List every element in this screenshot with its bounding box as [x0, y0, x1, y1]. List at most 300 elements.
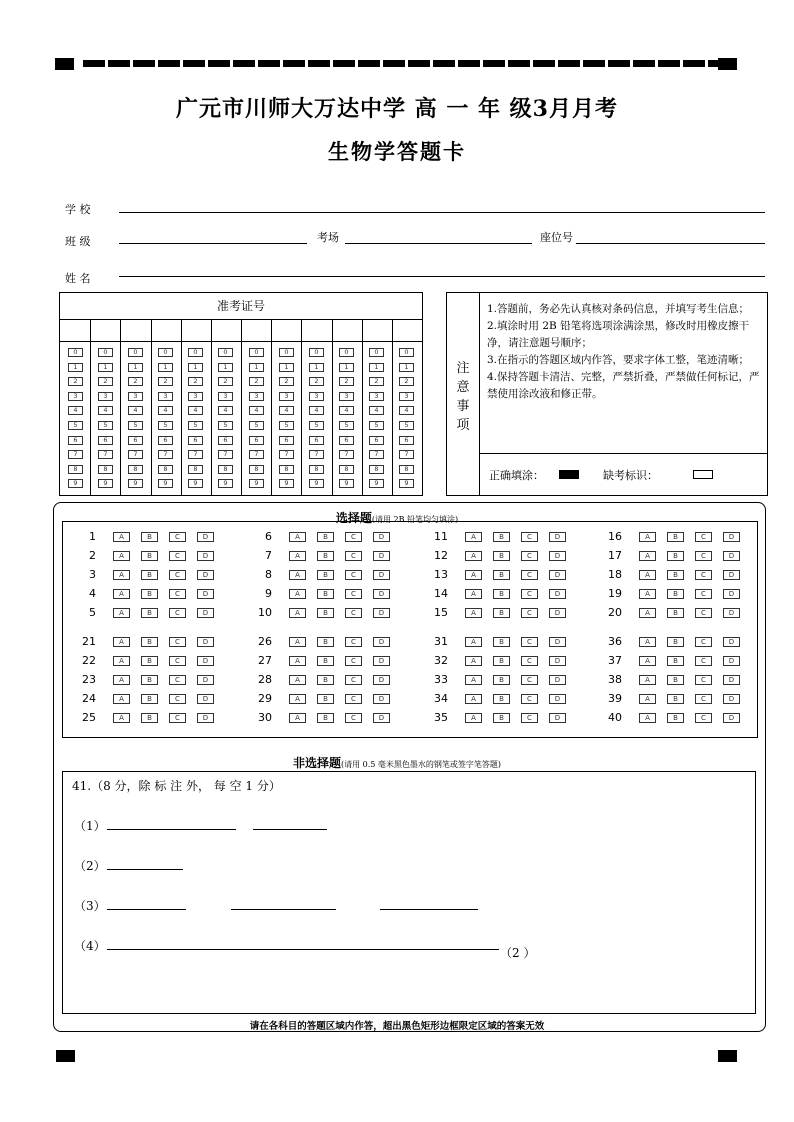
exam-id-bubble[interactable]: 7	[218, 450, 233, 459]
exam-id-bubble[interactable]: 1	[339, 363, 354, 372]
option-bubble-c[interactable]: C	[169, 589, 186, 599]
option-bubble-c[interactable]: C	[695, 637, 712, 647]
option-bubble-c[interactable]: C	[521, 713, 538, 723]
exam-id-bubble[interactable]: 1	[399, 363, 414, 372]
exam-id-bubble[interactable]: 9	[249, 479, 264, 488]
question-number: 20	[608, 606, 622, 619]
exam-id-bubble[interactable]: 8	[128, 465, 143, 474]
option-bubble-a[interactable]: A	[639, 675, 656, 685]
exam-id-bubble[interactable]: 2	[98, 377, 113, 386]
option-bubble-d[interactable]: D	[197, 656, 214, 666]
option-bubble-c[interactable]: C	[345, 675, 362, 685]
exam-id-bubble[interactable]: 5	[68, 421, 83, 430]
option-bubble-b[interactable]: B	[141, 713, 158, 723]
exam-id-bubble[interactable]: 3	[188, 392, 203, 401]
exam-id-col-divider	[271, 319, 272, 495]
option-bubble-b[interactable]: B	[141, 637, 158, 647]
option-bubble-d[interactable]: D	[197, 675, 214, 685]
option-bubble-a[interactable]: A	[639, 656, 656, 666]
option-bubble-d[interactable]: D	[549, 608, 566, 618]
option-bubble-b[interactable]: B	[667, 608, 684, 618]
option-bubble-a[interactable]: A	[113, 637, 130, 647]
exam-id-bubble[interactable]: 9	[98, 479, 113, 488]
option-bubble-a[interactable]: A	[289, 656, 306, 666]
option-bubble-d[interactable]: D	[373, 551, 390, 561]
exam-id-bubble[interactable]: 5	[218, 421, 233, 430]
option-bubble-b[interactable]: B	[141, 589, 158, 599]
option-bubble-a[interactable]: A	[465, 608, 482, 618]
option-bubble-c[interactable]: C	[169, 570, 186, 580]
option-bubble-d[interactable]: D	[723, 656, 740, 666]
option-bubble-d[interactable]: D	[373, 608, 390, 618]
exam-id-bubble[interactable]: 2	[249, 377, 264, 386]
option-bubble-b[interactable]: B	[141, 551, 158, 561]
option-bubble-a[interactable]: A	[465, 694, 482, 704]
option-bubble-b[interactable]: B	[317, 675, 334, 685]
exam-id-bubble[interactable]: 1	[128, 363, 143, 372]
q41-part4-blank[interactable]	[107, 949, 499, 950]
question-number: 18	[608, 568, 622, 581]
exam-id-bubble[interactable]: 5	[399, 421, 414, 430]
option-bubble-d[interactable]: D	[723, 570, 740, 580]
exam-id-bubble[interactable]: 8	[218, 465, 233, 474]
exam-id-bubble[interactable]: 2	[188, 377, 203, 386]
exam-id-bubble[interactable]: 0	[339, 348, 354, 357]
option-bubble-a[interactable]: A	[289, 675, 306, 685]
option-bubble-b[interactable]: B	[493, 675, 510, 685]
exam-id-bubble[interactable]: 6	[158, 436, 173, 445]
option-bubble-d[interactable]: D	[723, 608, 740, 618]
exam-id-bubble[interactable]: 2	[309, 377, 324, 386]
option-bubble-c[interactable]: C	[345, 637, 362, 647]
option-bubble-b[interactable]: B	[141, 608, 158, 618]
option-bubble-c[interactable]: C	[345, 608, 362, 618]
exam-id-bubble[interactable]: 2	[158, 377, 173, 386]
option-bubble-b[interactable]: B	[667, 637, 684, 647]
exam-id-bubble[interactable]: 4	[339, 406, 354, 415]
exam-id-bubble[interactable]: 1	[98, 363, 113, 372]
option-bubble-a[interactable]: A	[465, 589, 482, 599]
option-bubble-b[interactable]: B	[317, 570, 334, 580]
exam-id-bubble[interactable]: 6	[309, 436, 324, 445]
exam-id-bubble[interactable]: 7	[128, 450, 143, 459]
exam-id-bubble[interactable]: 8	[98, 465, 113, 474]
option-bubble-b[interactable]: B	[493, 713, 510, 723]
option-bubble-a[interactable]: A	[113, 589, 130, 599]
exam-id-bubble[interactable]: 4	[188, 406, 203, 415]
option-bubble-c[interactable]: C	[695, 675, 712, 685]
option-bubble-c[interactable]: C	[345, 551, 362, 561]
exam-id-bubble[interactable]: 2	[68, 377, 83, 386]
option-bubble-d[interactable]: D	[723, 589, 740, 599]
option-bubble-d[interactable]: D	[723, 694, 740, 704]
option-bubble-d[interactable]: D	[549, 713, 566, 723]
option-bubble-d[interactable]: D	[373, 656, 390, 666]
exam-id-bubble[interactable]: 6	[218, 436, 233, 445]
q41-part3-blank-b[interactable]	[231, 909, 336, 910]
option-bubble-c[interactable]: C	[695, 551, 712, 561]
exam-id-bubble[interactable]: 9	[309, 479, 324, 488]
option-bubble-a[interactable]: A	[465, 656, 482, 666]
exam-id-bubble[interactable]: 4	[279, 406, 294, 415]
option-bubble-c[interactable]: C	[695, 589, 712, 599]
exam-id-bubble[interactable]: 7	[399, 450, 414, 459]
footer-warning: 请在各科目的答题区域内作答，超出黑色矩形边框限定区域的答案无效	[249, 1021, 545, 1032]
exam-id-bubble[interactable]: 6	[98, 436, 113, 445]
exam-id-bubble[interactable]: 8	[188, 465, 203, 474]
exam-id-bubble[interactable]: 0	[279, 348, 294, 357]
exam-id-bubble[interactable]: 8	[369, 465, 384, 474]
exam-id-bubble[interactable]: 6	[188, 436, 203, 445]
exam-id-bubble[interactable]: 3	[309, 392, 324, 401]
option-bubble-d[interactable]: D	[723, 713, 740, 723]
exam-id-bubble[interactable]: 2	[369, 377, 384, 386]
option-bubble-c[interactable]: C	[521, 570, 538, 580]
exam-id-bubble[interactable]: 6	[279, 436, 294, 445]
exam-id-bubble[interactable]: 3	[339, 392, 354, 401]
exam-id-bubble[interactable]: 4	[249, 406, 264, 415]
option-bubble-b[interactable]: B	[493, 608, 510, 618]
exam-id-bubble[interactable]: 0	[158, 348, 173, 357]
option-bubble-c[interactable]: C	[695, 532, 712, 542]
exam-id-bubble[interactable]: 4	[399, 406, 414, 415]
option-bubble-d[interactable]: D	[549, 656, 566, 666]
option-bubble-b[interactable]: B	[667, 570, 684, 580]
option-bubble-c[interactable]: C	[345, 713, 362, 723]
exam-id-bubble[interactable]: 2	[399, 377, 414, 386]
option-bubble-c[interactable]: C	[345, 656, 362, 666]
exam-id-bubble[interactable]: 7	[339, 450, 354, 459]
option-bubble-b[interactable]: B	[667, 551, 684, 561]
exam-id-bubble[interactable]: 6	[249, 436, 264, 445]
option-bubble-c[interactable]: C	[521, 637, 538, 647]
option-bubble-b[interactable]: B	[317, 694, 334, 704]
exam-id-bubble[interactable]: 4	[98, 406, 113, 415]
option-bubble-a[interactable]: A	[639, 713, 656, 723]
exam-id-bubble[interactable]: 8	[309, 465, 324, 474]
option-bubble-c[interactable]: C	[521, 589, 538, 599]
option-bubble-c[interactable]: C	[169, 675, 186, 685]
exam-id-bubble[interactable]: 3	[249, 392, 264, 401]
option-bubble-d[interactable]: D	[197, 570, 214, 580]
option-bubble-b[interactable]: B	[317, 589, 334, 599]
option-bubble-d[interactable]: D	[373, 675, 390, 685]
option-bubble-c[interactable]: C	[169, 551, 186, 561]
option-bubble-b[interactable]: B	[141, 570, 158, 580]
option-bubble-b[interactable]: B	[493, 694, 510, 704]
exam-id-bubble[interactable]: 0	[128, 348, 143, 357]
option-bubble-c[interactable]: C	[521, 694, 538, 704]
option-bubble-a[interactable]: A	[639, 570, 656, 580]
option-bubble-b[interactable]: B	[667, 589, 684, 599]
option-bubble-b[interactable]: B	[493, 589, 510, 599]
option-bubble-a[interactable]: A	[465, 713, 482, 723]
exam-id-bubble[interactable]: 3	[279, 392, 294, 401]
option-bubble-c[interactable]: C	[521, 656, 538, 666]
exam-id-bubble[interactable]: 5	[249, 421, 264, 430]
option-bubble-b[interactable]: B	[317, 551, 334, 561]
class-field[interactable]	[119, 243, 307, 244]
exam-id-bubble[interactable]: 1	[218, 363, 233, 372]
exam-id-bubble[interactable]: 0	[369, 348, 384, 357]
option-bubble-b[interactable]: B	[493, 570, 510, 580]
seat-field[interactable]	[576, 243, 765, 244]
option-bubble-a[interactable]: A	[113, 694, 130, 704]
option-bubble-d[interactable]: D	[197, 608, 214, 618]
exam-id-bubble[interactable]: 0	[218, 348, 233, 357]
exam-id-bubble[interactable]: 7	[98, 450, 113, 459]
exam-id-bubble[interactable]: 9	[369, 479, 384, 488]
option-bubble-d[interactable]: D	[373, 713, 390, 723]
option-bubble-a[interactable]: A	[289, 551, 306, 561]
exam-id-bubble[interactable]: 6	[339, 436, 354, 445]
option-bubble-a[interactable]: A	[289, 532, 306, 542]
option-bubble-a[interactable]: A	[113, 570, 130, 580]
exam-id-bubble[interactable]: 5	[128, 421, 143, 430]
exam-id-bubble[interactable]: 1	[188, 363, 203, 372]
exam-id-bubble[interactable]: 4	[68, 406, 83, 415]
room-field[interactable]	[345, 243, 532, 244]
option-bubble-b[interactable]: B	[493, 637, 510, 647]
exam-id-bubble[interactable]: 8	[158, 465, 173, 474]
exam-id-bubble[interactable]: 6	[128, 436, 143, 445]
option-bubble-b[interactable]: B	[493, 532, 510, 542]
exam-id-bubble[interactable]: 2	[339, 377, 354, 386]
exam-id-bubble[interactable]: 4	[369, 406, 384, 415]
option-bubble-d[interactable]: D	[549, 675, 566, 685]
option-bubble-a[interactable]: A	[289, 608, 306, 618]
exam-id-bubble[interactable]: 6	[68, 436, 83, 445]
option-bubble-c[interactable]: C	[521, 675, 538, 685]
exam-id-bubble[interactable]: 9	[188, 479, 203, 488]
exam-id-bubble[interactable]: 0	[399, 348, 414, 357]
option-bubble-d[interactable]: D	[197, 637, 214, 647]
exam-id-bubble[interactable]: 0	[68, 348, 83, 357]
option-bubble-c[interactable]: C	[169, 713, 186, 723]
exam-id-bubble[interactable]: 5	[188, 421, 203, 430]
option-bubble-c[interactable]: C	[169, 532, 186, 542]
q41-part3-blank-a[interactable]	[107, 909, 186, 910]
exam-id-bubble[interactable]: 7	[309, 450, 324, 459]
option-bubble-a[interactable]: A	[289, 637, 306, 647]
exam-id-bubble[interactable]: 8	[279, 465, 294, 474]
option-bubble-d[interactable]: D	[549, 694, 566, 704]
option-bubble-a[interactable]: A	[639, 608, 656, 618]
dash-segment	[358, 60, 380, 67]
option-bubble-a[interactable]: A	[639, 532, 656, 542]
exam-id-bubble[interactable]: 9	[339, 479, 354, 488]
exam-id-bubble[interactable]: 7	[158, 450, 173, 459]
option-bubble-d[interactable]: D	[197, 694, 214, 704]
exam-id-bubble[interactable]: 4	[309, 406, 324, 415]
exam-id-bubble[interactable]: 8	[339, 465, 354, 474]
option-bubble-b[interactable]: B	[317, 637, 334, 647]
option-bubble-a[interactable]: A	[289, 570, 306, 580]
exam-id-bubble[interactable]: 6	[399, 436, 414, 445]
option-bubble-c[interactable]: C	[169, 637, 186, 647]
exam-id-bubble[interactable]: 9	[218, 479, 233, 488]
option-bubble-d[interactable]: D	[373, 532, 390, 542]
exam-id-bubble[interactable]: 1	[249, 363, 264, 372]
exam-id-bubble[interactable]: 9	[128, 479, 143, 488]
exam-id-bubble[interactable]: 2	[218, 377, 233, 386]
q41-part2-blank[interactable]	[107, 869, 183, 870]
exam-id-bubble[interactable]: 1	[309, 363, 324, 372]
option-bubble-b[interactable]: B	[493, 656, 510, 666]
exam-id-bubble[interactable]: 3	[218, 392, 233, 401]
q41-part1-blank-a[interactable]	[107, 829, 236, 830]
option-bubble-c[interactable]: C	[695, 656, 712, 666]
option-bubble-b[interactable]: B	[317, 713, 334, 723]
name-field[interactable]	[119, 276, 765, 277]
exam-id-bubble[interactable]: 5	[309, 421, 324, 430]
nonchoice-title: 非选择题	[292, 756, 341, 770]
exam-id-bubble[interactable]: 4	[218, 406, 233, 415]
option-bubble-b[interactable]: B	[317, 656, 334, 666]
exam-id-bubble[interactable]: 7	[249, 450, 264, 459]
option-bubble-d[interactable]: D	[197, 551, 214, 561]
option-bubble-d[interactable]: D	[723, 551, 740, 561]
option-bubble-b[interactable]: B	[141, 656, 158, 666]
option-bubble-a[interactable]: A	[113, 675, 130, 685]
option-bubble-c[interactable]: C	[345, 589, 362, 599]
option-bubble-b[interactable]: B	[667, 694, 684, 704]
exam-id-bubble[interactable]: 7	[188, 450, 203, 459]
option-bubble-d[interactable]: D	[197, 713, 214, 723]
option-bubble-c[interactable]: C	[695, 570, 712, 580]
option-bubble-a[interactable]: A	[113, 608, 130, 618]
option-bubble-b[interactable]: B	[667, 656, 684, 666]
exam-id-bubble[interactable]: 3	[128, 392, 143, 401]
exam-id-bubble[interactable]: 3	[68, 392, 83, 401]
option-bubble-c[interactable]: C	[345, 694, 362, 704]
option-bubble-c[interactable]: C	[345, 570, 362, 580]
option-bubble-b[interactable]: B	[141, 532, 158, 542]
option-bubble-d[interactable]: D	[723, 637, 740, 647]
option-bubble-b[interactable]: B	[493, 551, 510, 561]
option-bubble-d[interactable]: D	[373, 694, 390, 704]
exam-id-bubble[interactable]: 2	[128, 377, 143, 386]
q41-part3-blank-c[interactable]	[380, 909, 478, 910]
option-bubble-c[interactable]: C	[521, 608, 538, 618]
option-bubble-a[interactable]: A	[639, 589, 656, 599]
option-bubble-a[interactable]: A	[289, 694, 306, 704]
option-bubble-b[interactable]: B	[317, 608, 334, 618]
exam-id-bubble[interactable]: 5	[339, 421, 354, 430]
option-bubble-a[interactable]: A	[639, 694, 656, 704]
option-bubble-b[interactable]: B	[667, 713, 684, 723]
exam-id-bubble[interactable]: 3	[98, 392, 113, 401]
exam-id-bubble[interactable]: 3	[399, 392, 414, 401]
option-bubble-c[interactable]: C	[521, 532, 538, 542]
option-bubble-c[interactable]: C	[695, 713, 712, 723]
exam-id-bubble[interactable]: 3	[369, 392, 384, 401]
exam-id-bubble[interactable]: 7	[68, 450, 83, 459]
exam-id-bubble[interactable]: 5	[158, 421, 173, 430]
exam-id-bubble[interactable]: 8	[399, 465, 414, 474]
exam-id-bubble[interactable]: 0	[188, 348, 203, 357]
option-bubble-a[interactable]: A	[465, 551, 482, 561]
exam-id-bubble[interactable]: 6	[369, 436, 384, 445]
option-bubble-a[interactable]: A	[113, 551, 130, 561]
option-bubble-d[interactable]: D	[373, 637, 390, 647]
exam-id-bubble[interactable]: 8	[249, 465, 264, 474]
option-bubble-a[interactable]: A	[113, 656, 130, 666]
option-bubble-a[interactable]: A	[465, 637, 482, 647]
option-bubble-c[interactable]: C	[695, 694, 712, 704]
option-bubble-d[interactable]: D	[549, 589, 566, 599]
option-bubble-b[interactable]: B	[141, 694, 158, 704]
exam-id-bubble[interactable]: 2	[279, 377, 294, 386]
option-bubble-a[interactable]: A	[113, 532, 130, 542]
exam-id-bubble[interactable]: 1	[279, 363, 294, 372]
exam-id-bubble[interactable]: 1	[369, 363, 384, 372]
option-bubble-b[interactable]: B	[141, 675, 158, 685]
option-bubble-a[interactable]: A	[465, 532, 482, 542]
exam-id-bubble[interactable]: 9	[399, 479, 414, 488]
exam-id-bubble[interactable]: 5	[98, 421, 113, 430]
option-bubble-a[interactable]: A	[289, 589, 306, 599]
option-bubble-d[interactable]: D	[549, 551, 566, 561]
option-bubble-d[interactable]: D	[549, 637, 566, 647]
option-bubble-b[interactable]: B	[667, 675, 684, 685]
exam-id-bubble[interactable]: 5	[279, 421, 294, 430]
school-field[interactable]	[119, 212, 765, 213]
exam-id-bubble[interactable]: 3	[158, 392, 173, 401]
option-bubble-a[interactable]: A	[113, 713, 130, 723]
exam-id-bubble[interactable]: 4	[128, 406, 143, 415]
option-bubble-d[interactable]: D	[373, 570, 390, 580]
q41-part1-blank-b[interactable]	[253, 829, 327, 830]
exam-id-bubble[interactable]: 8	[68, 465, 83, 474]
exam-id-bubble[interactable]: 9	[68, 479, 83, 488]
option-bubble-d[interactable]: D	[549, 532, 566, 542]
option-bubble-c[interactable]: C	[695, 608, 712, 618]
exam-id-bubble[interactable]: 1	[68, 363, 83, 372]
exam-id-bubble[interactable]: 9	[158, 479, 173, 488]
option-bubble-c[interactable]: C	[521, 551, 538, 561]
option-bubble-b[interactable]: B	[317, 532, 334, 542]
option-bubble-a[interactable]: A	[465, 570, 482, 580]
option-bubble-c[interactable]: C	[169, 656, 186, 666]
option-bubble-a[interactable]: A	[465, 675, 482, 685]
option-bubble-d[interactable]: D	[723, 532, 740, 542]
question-number: 24	[82, 692, 96, 705]
option-bubble-d[interactable]: D	[373, 589, 390, 599]
option-bubble-a[interactable]: A	[639, 637, 656, 647]
exam-id-bubble[interactable]: 4	[158, 406, 173, 415]
exam-id-bubble[interactable]: 0	[249, 348, 264, 357]
exam-id-bubble[interactable]: 5	[369, 421, 384, 430]
exam-id-bubble[interactable]: 7	[369, 450, 384, 459]
exam-id-bubble[interactable]: 7	[279, 450, 294, 459]
option-bubble-d[interactable]: D	[549, 570, 566, 580]
option-bubble-c[interactable]: C	[169, 608, 186, 618]
exam-id-bubble[interactable]: 0	[98, 348, 113, 357]
absent-mark-box[interactable]	[693, 470, 713, 479]
option-bubble-a[interactable]: A	[289, 713, 306, 723]
option-bubble-b[interactable]: B	[667, 532, 684, 542]
option-bubble-c[interactable]: C	[169, 694, 186, 704]
option-bubble-d[interactable]: D	[723, 675, 740, 685]
option-bubble-d[interactable]: D	[197, 589, 214, 599]
option-bubble-c[interactable]: C	[345, 532, 362, 542]
option-bubble-d[interactable]: D	[197, 532, 214, 542]
exam-id-bubble[interactable]: 0	[309, 348, 324, 357]
exam-id-bubble[interactable]: 1	[158, 363, 173, 372]
option-bubble-a[interactable]: A	[639, 551, 656, 561]
exam-id-bubble[interactable]: 9	[279, 479, 294, 488]
